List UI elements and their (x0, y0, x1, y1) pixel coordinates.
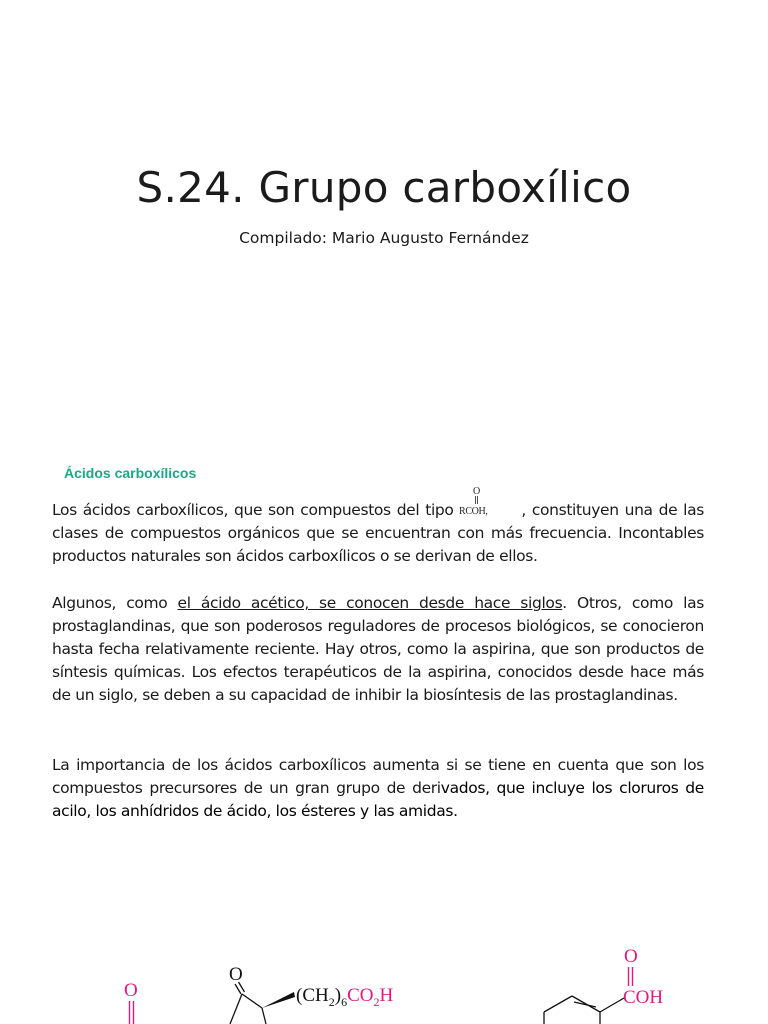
formula-text: RCOH, (459, 506, 488, 517)
carboxyl-group-label: COH (623, 987, 664, 1008)
paragraph-history-text-end: . Otros, como las prostaglandinas, que son poderosos reguladores de procesos biológicos, se conocieron hasta fecha relativamente reciente. Hay otros, como la aspirina, que son productos de síntesis químicas. Los efectos terapéuticos de la aspirina, conocidos desde hace más de un siglo, se deben a su capacidad de inhibir la biosíntesis de las prostaglandinas. (52, 594, 704, 704)
paragraph-importance (52, 754, 704, 823)
middle-molecule-structure (218, 958, 428, 1024)
carbonyl-formula-graphic (459, 485, 515, 519)
rcooh-formula (459, 486, 515, 519)
author-credit: Compilado: Mario Augusto Fernández (239, 229, 529, 247)
paragraph-importance-text-end: vados, que incluye los cloruros de acilo, los anhídridos de ácido, los ésteres y las amidas. (52, 779, 704, 820)
left-oxygen-label: O (124, 980, 138, 1001)
svg-text:(CH2)6CO2H: $(CH_2)_6CO_2H$ (296, 985, 394, 1009)
side-chain-formula (296, 985, 393, 1009)
section-heading: Ácidos carboxílicos (64, 465, 197, 481)
page-title: S.24. Grupo carboxílico (136, 163, 632, 212)
paragraph-intro-text-end: , constituyen una de las clases de compuestos orgánicos que se encuentran con más frecuencia. Incontables productos naturales son ácidos carboxílicos o se derivan de ellos. (52, 501, 704, 565)
paragraph-importance-text-start: La importancia de los ácidos carboxílicos aumenta si se tiene en cuenta que son los compuestos precursores de un gran grupo de deri (52, 756, 704, 797)
formula-oxygen: O (473, 486, 481, 497)
paragraph-intro (52, 486, 704, 568)
paragraph-intro-text-start: Los ácidos carboxílicos, que son compuestos del tipo (52, 501, 460, 519)
right-molecule-structure (538, 940, 678, 1024)
left-molecule-structure (118, 976, 158, 1024)
middle-oxygen-label: O (229, 964, 243, 985)
right-oxygen-label: O (624, 946, 638, 967)
paragraph-history-text-start: Algunos, como (52, 594, 178, 612)
paragraph-history (52, 592, 704, 707)
underlined-phrase: el ácido acético, se conocen desde hace siglos (177, 594, 563, 612)
